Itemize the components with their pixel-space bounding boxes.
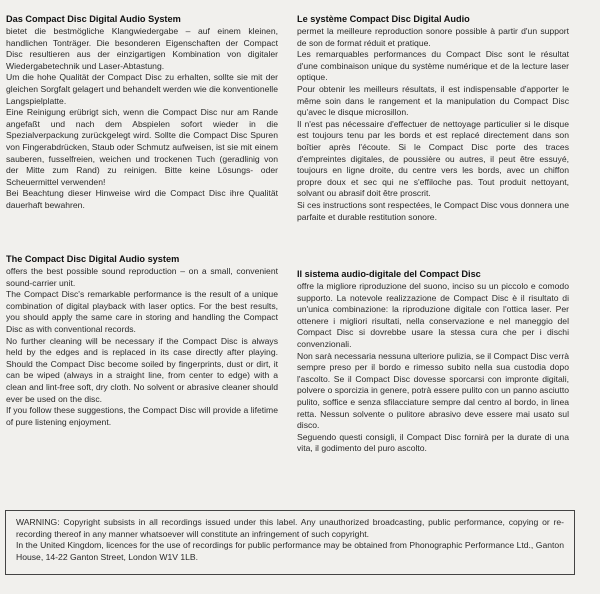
italian-title: Il sistema audio-digitale del Compact Disc bbox=[297, 269, 481, 279]
german-section bbox=[6, 13, 278, 212]
german-paragraph-3: Eine Reinigung erübrigt sich, wenn die Compact Disc nur am Rande angefaßt und nach dem Abspielen sofort wieder in die Spezialverpackung zurückgelegt wird. Sollte die Compact Disc Spuren von Fingerabdrücken, Staub oder Schmutz aufweisen, ist sie mit einem sauberen, fusselfreien, weichen und trockenen Tuch (geradlinig von der Mitte zum Rand) zu reinigen. Bitte keine Lösungs- oder Scheuermittel verwenden! bbox=[6, 107, 278, 187]
english-paragraph-3: No further cleaning will be necessary if the Compact Disc is always held by the edges and is replaced in its case directly after playing. Should the Compact Disc become soiled by fingerprints, dust or dirt, it can be wiped (always in a straight line, from center to edge) with a clean and lint-free soft, dry cloth. No solvent or abrasive cleaner should ever be used on the disc. bbox=[6, 335, 278, 404]
warning-paragraph-2: In the United Kingdom, licences for the use of recordings for public performance may be obtained from Phonographic Performance Ltd., Ganton House, 14-22 Ganton Street, London W1V 1LB. bbox=[16, 540, 564, 562]
english-title: The Compact Disc Digital Audio system bbox=[6, 254, 180, 264]
italian-paragraph-3: Seguendo questi consigli, il Compact Disc fornirà per la durate di una vita, il godimento del puro ascolto. bbox=[297, 431, 569, 454]
french-paragraph-3: Pour obtenir les meilleurs résultats, il est indispensable d'apporter le même soin dans le rangement et la manipulation du Compact Disc qu'avec le disque microsillon. bbox=[297, 83, 569, 118]
french-paragraph-4: Il n'est pas nécessaire d'effectuer de nettoyage particulier si le disque est toujours tenu par les bords et est replacé directement dans son boîtier après l'écoute. Si le Compact Disc porte des traces d'empreintes digitales, de poussière ou autres, il peut être essuyé, toujours en ligne droite, du centre vers les bords, avec un chiffon propre doux et sec qui ne s'effiloche pas. Tout produit nettoyant, solvant ou abrasif doit être proscrit. bbox=[297, 118, 569, 199]
french-section bbox=[297, 13, 569, 223]
italian-paragraph-1: offre la migliore riproduzione del suono, inciso su un piccolo e comodo supporto. La notevole realizzazione de Compact Disc è il risultato di un'unica combinazione: la riproduzione digitale con l'ottica laser. Per ottenere i migliori risultati, nella conservazione e nel maneggio del Compact Disc si dovrebbe usare la stessa cura che per i dischi convenzionali. bbox=[297, 281, 569, 349]
french-paragraph-2: Les remarquables performances du Compact Disc sont le résultat d'une combinaison unique du système numérique et de la lecture laser optique. bbox=[297, 49, 569, 83]
french-paragraph-5: Si ces instructions sont respectées, le Compact Disc vous donnera une parfaite et durable restitution sonore. bbox=[297, 199, 569, 222]
english-section bbox=[6, 253, 278, 428]
french-paragraph-1: permet la meilleure reproduction sonore possible à partir d'un support de son de format réduit et pratique. bbox=[297, 26, 569, 48]
italian-section bbox=[297, 268, 569, 455]
german-paragraph-1: bietet die bestmögliche Klangwiedergabe – auf einem kleinen, handlichen Tonträger. Die besonderen Eigenschaften der Compact Disc resultieren aus der einzigartigen Kombination von digitaler Wiedergabetechnik und Laser-Abtastung. bbox=[6, 26, 278, 71]
copyright-warning-box bbox=[5, 510, 575, 575]
german-paragraph-2: Um die hohe Qualität der Compact Disc zu erhalten, sollte sie mit der gleichen Sorgfalt gelagert und behandelt werden wie die konventionelle Langspielplatte. bbox=[6, 72, 278, 106]
german-title: Das Compact Disc Digital Audio System bbox=[6, 14, 181, 24]
warning-paragraph-1: WARNING: Copyright subsists in all recordings issued under this label. Any unauthorized broadcasting, public performance, copying or re-recording thereof in any manner whatsoever will constitute an infringement of such copyright. bbox=[16, 517, 564, 539]
german-paragraph-4: Bei Beachtung dieser Hinweise wird die Compact Disc ihre Qualität dauerhaft bewahren. bbox=[6, 188, 278, 210]
english-paragraph-1: offers the best possible sound reproduction – on a small, convenient sound-carrier unit. bbox=[6, 266, 278, 288]
french-title: Le système Compact Disc Digital Audio bbox=[297, 14, 470, 24]
english-paragraph-4: If you follow these suggestions, the Compact Disc will provide a lifetime of pure listening enjoyment. bbox=[6, 405, 278, 427]
italian-paragraph-2: Non sarà necessaria nessuna ulteriore pulizia, se il Compact Disc verrà sempre preso per il bordo e rimesso subito nella sua custodia dopo l'ascolto. Se il Compact Disc dovesse sporcarsi con impronte digitali, polvere o sporcizia in genere, potrà essere pulito con un panno asciutto pulito, soffice e senza sfilacciature sempre dal centro al bordo, in linea retta. Nessun solvente o pulitore abrasivo deve essere mai usato sul disco. bbox=[297, 350, 569, 431]
english-paragraph-2: The Compact Disc's remarkable performance is the result of a unique combination of digital playback with laser optics. For the best results, you should apply the same care in storing and handling the Compact Disc as with conventional records. bbox=[6, 289, 278, 334]
